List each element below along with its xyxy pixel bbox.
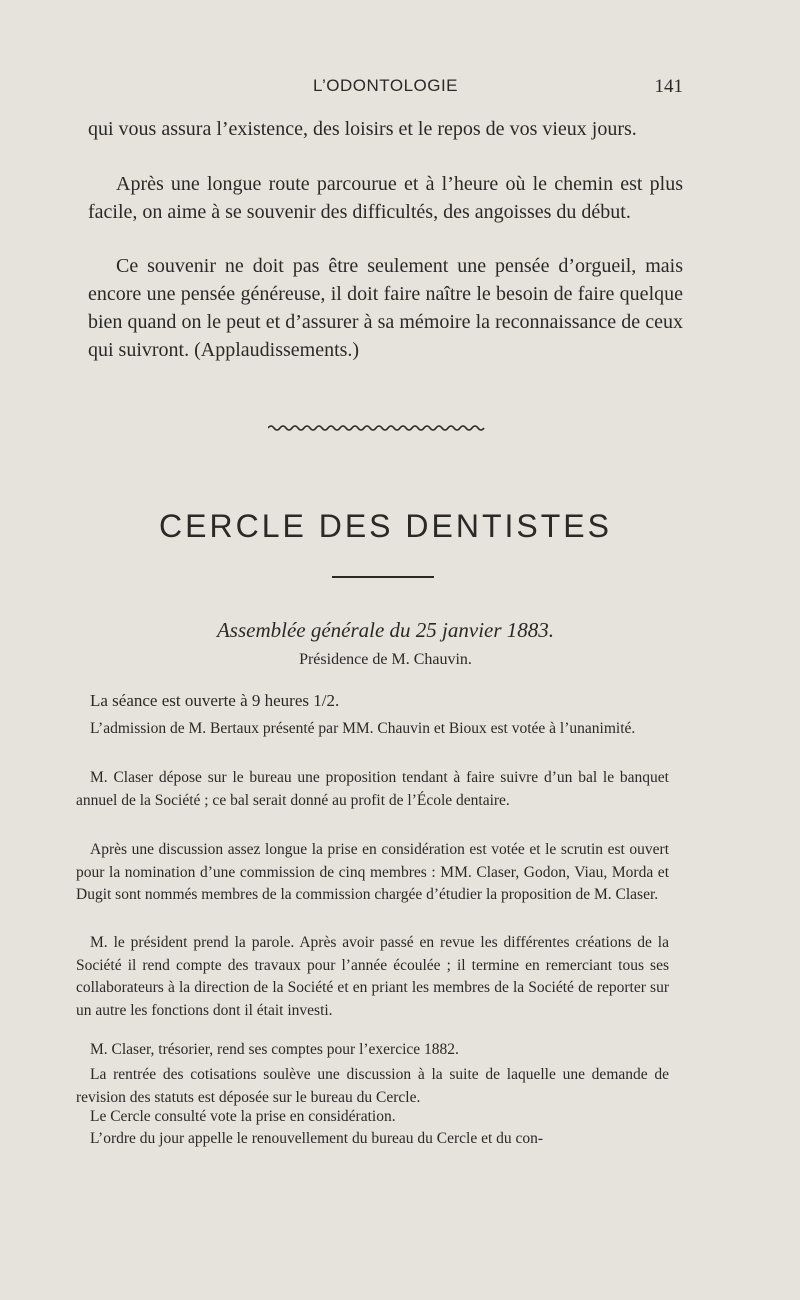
page-header [88,76,683,102]
minutes-paragraph-vote: Le Cercle consulté vote la prise en considération. [90,1108,396,1125]
paragraph-closing-sentence: qui vous assura l’existence, des loisirs et le repos de vos vieux jours. [88,118,637,140]
running-title: L’ODONTOLOGIE [312,76,459,95]
section-title: CERCLE DES DENTISTES [159,508,612,544]
wavy-separator-ornament [268,422,486,434]
presidency-line: Présidence de M. Chauvin. [299,651,472,668]
minutes-paragraph-dues: La rentrée des cotisations soulève une discussion à la suite de laquelle une demande de revision des statuts est déposée sur le bureau du Cercle. [76,1066,669,1106]
meeting-title: Assemblée générale du 25 janvier 1883. [216,618,555,642]
minutes-paragraph-president: M. le président prend la parole. Après avoir passé en revue les différentes créations de la Société il rend compte des travaux pour l’année écoulée ; il termine en remerciant tous ses collaborateurs à la direction de la Société et en priant les membres de la Société de reporter sur un autre les fonctions dont il était investi. [76,934,669,1019]
minutes-paragraph-agenda: L’ordre du jour appelle le renouvellement du bureau du Cercle et du con- [90,1130,544,1147]
minutes-paragraph-proposal: M. Claser dépose sur le bureau une proposition tendant à faire suivre d’un bal le banquet annuel de la Société ; ce bal serait donné au profit de l’École dentaire. [76,769,669,809]
minutes-paragraph-admission: L’admission de M. Bertaux présenté par MM. Chauvin et Bioux est votée à l’unanimité. [90,720,636,737]
page-number: 141 [654,76,683,97]
paragraph-memory: Ce souvenir ne doit pas être seulement une pensée d’orgueil, mais encore une pensée généreuse, il doit faire naître le besoin de faire quelque bien quand on le peut et d’assurer à sa mémoire la reconnaissance de ceux qui suivront. (Applaudissements.) [88,255,683,361]
minutes-paragraph-treasurer: M. Claser, trésorier, rend ses comptes pour l’exercice 1882. [90,1041,459,1058]
minutes-paragraph-opening: La séance est ouverte à 9 heures 1/2. [90,691,340,710]
section-rule [332,576,434,578]
paragraph-long-road: Après une longue route parcourue et à l’heure où le chemin est plus facile, on aime à se souvenir des difficultés, des angoisses du début. [88,173,683,223]
minutes-paragraph-commission: Après une discussion assez longue la prise en considération est votée et le scrutin est ouvert pour la nomination d’une commission de cinq membres : MM. Claser, Godon, Viau, Morda et Dugit sont nommés membres de la commission chargée d’étudier la proposition de M. Claser. [76,841,669,904]
